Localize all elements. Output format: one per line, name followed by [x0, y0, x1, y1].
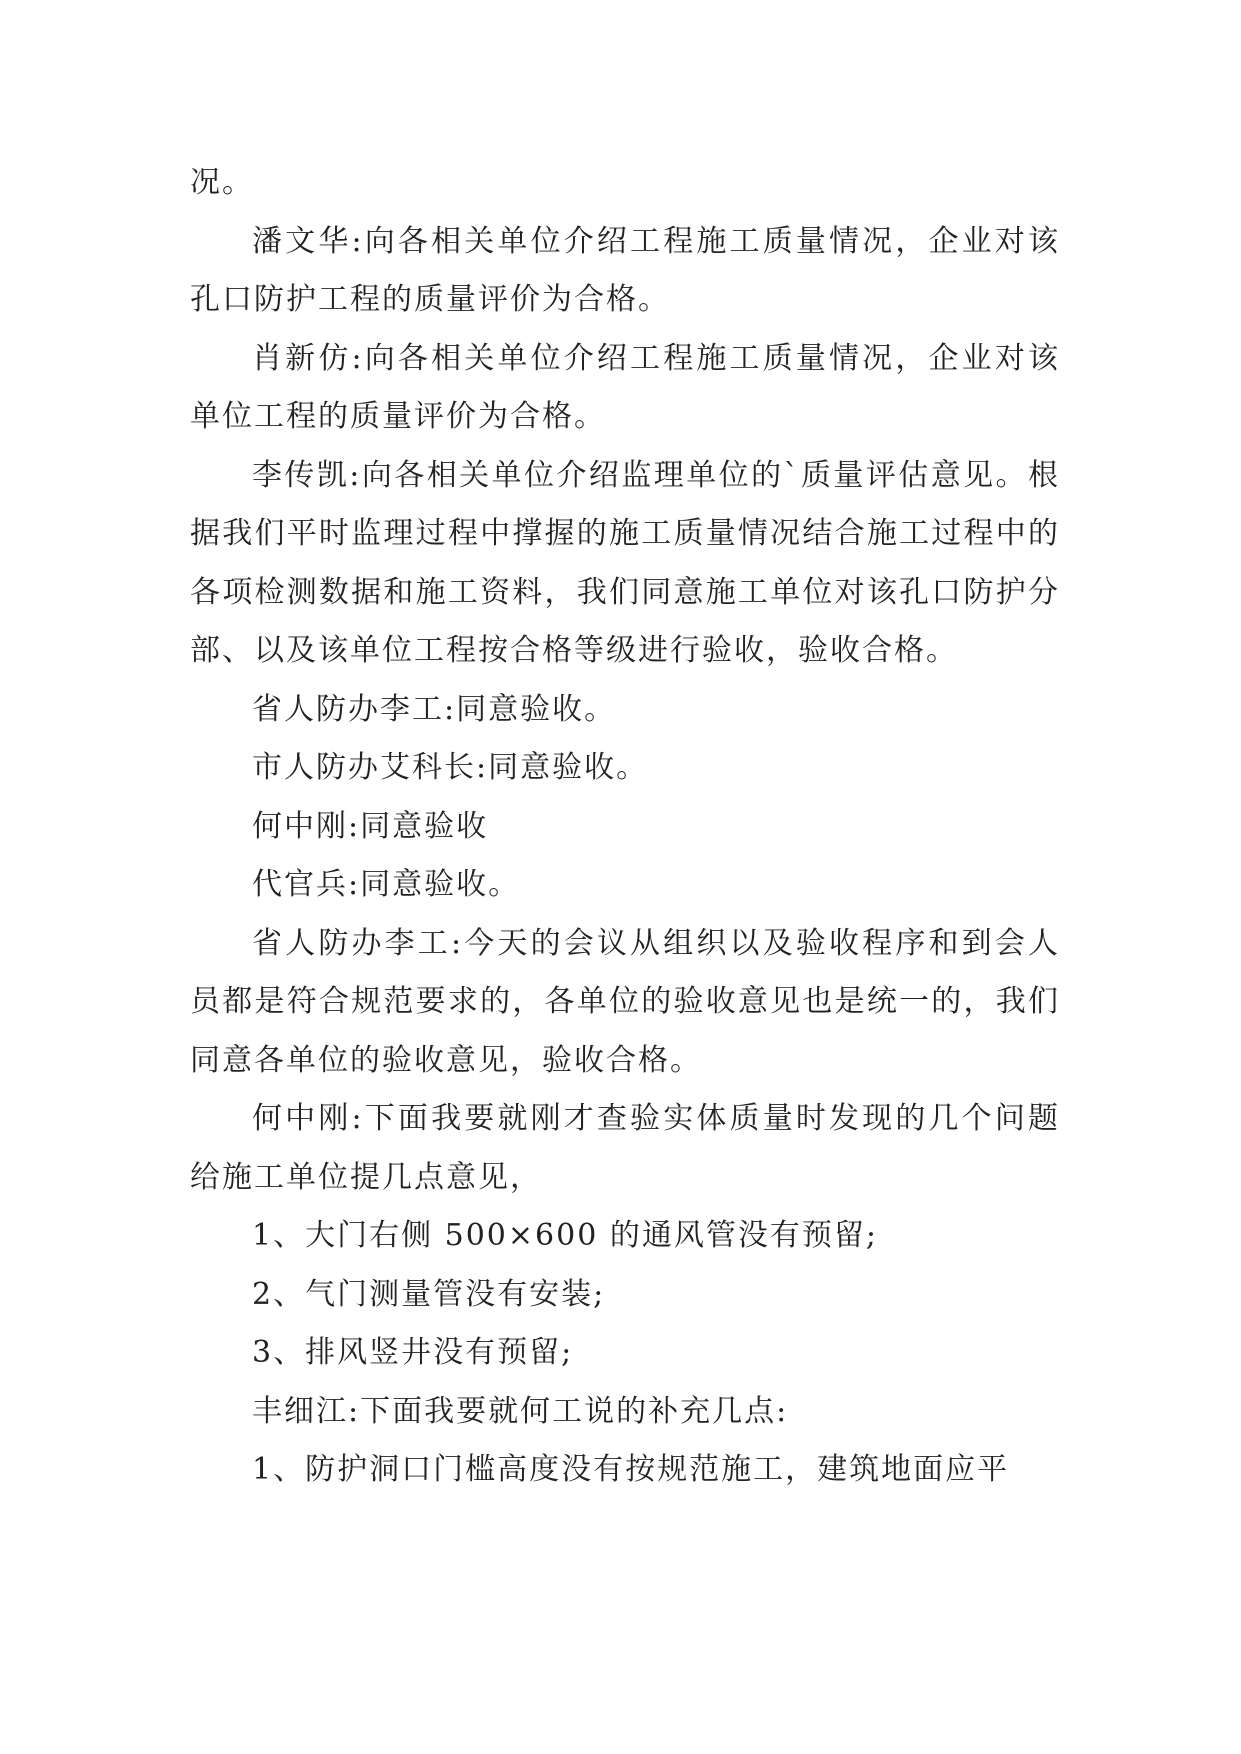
- paragraph-he-zhonggang-issues: 何中刚:下面我要就刚才查验实体质量时发现的几个问题给施工单位提几点意见，: [190, 1101, 1060, 1195]
- paragraph-li-chuankai: 李传凯:向各相关单位介绍监理单位的`质量评估意见。根据我们平时监理过程中撑握的施工质量情况结合施工过程中的各项检测数据和施工资料，我们同意施工单位对该孔口防护分部、以及该单位工程按合格等级进行验收，验收合格。: [190, 457, 1060, 668]
- list-item-3: 3、排风竖井没有预留;: [252, 1335, 574, 1370]
- paragraph-provincial-li: 省人防办李工:同意验收。: [252, 691, 617, 727]
- paragraph-he-zhonggang: 何中刚:同意验收: [252, 808, 489, 844]
- list-item-supplement-1: 1、防护洞口门槛高度没有按规范施工，建筑地面应平: [252, 1452, 1010, 1487]
- paragraph-feng-xijiang: 丰细江:下面我要就何工说的补充几点:: [252, 1393, 789, 1429]
- paragraph-xiao-xinfang: 肖新仿:向各相关单位介绍工程施工质量情况，企业对该单位工程的质量评价为合格。: [190, 340, 1060, 434]
- paragraph-provincial-li-summary: 省人防办李工:今天的会议从组织以及验收程序和到会人员都是符合规范要求的，各单位的验收意见也是统一的，我们同意各单位的验收意见，验收合格。: [190, 925, 1060, 1078]
- paragraph-dai-guanbing: 代官兵:同意验收。: [252, 867, 521, 902]
- list-item-1: 1、大门右侧 500×600 的通风管没有预留;: [252, 1218, 878, 1253]
- list-item-2: 2、气门测量管没有安装;: [252, 1276, 606, 1312]
- document-body: [190, 154, 1060, 1500]
- paragraph-pan-wenhua: 潘文华:向各相关单位介绍工程施工质量情况，企业对该孔口防护工程的质量评价为合格。: [190, 223, 1060, 317]
- paragraph-city-ai: 市人防办艾科长:同意验收。: [252, 750, 649, 785]
- paragraph-continuation: 况。: [190, 165, 254, 200]
